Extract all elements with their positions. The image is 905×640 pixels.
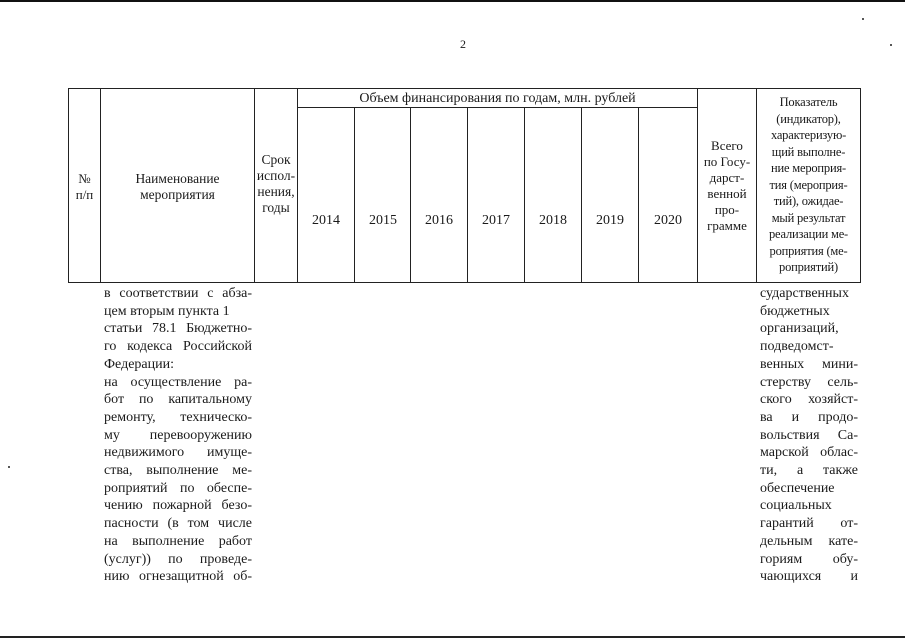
indicator-line: дельным кате- [760,533,858,549]
bottom-scan-edge [0,636,905,638]
measure-line: в соответствии с абза- [104,286,252,301]
year-2016: 2016 [425,213,453,228]
scan-speck [862,18,864,20]
indicator-line: ва и продо- [760,409,858,425]
indicator-line: организаций, [760,321,839,337]
year-2019: 2019 [596,213,624,228]
measure-line: нию огнезащитной об- [104,569,252,585]
financing-subheader-border [297,107,697,108]
scan-speck [890,44,892,46]
header-top-border [68,88,861,89]
col-border [354,107,355,283]
col-border [524,107,525,283]
indicator-line: сударственных [760,286,849,301]
measure-line: статьи 78.1 Бюджетно- [104,321,252,337]
indicator-line: бюджетных [760,303,830,319]
col-header-total: Всего по Госу- дарст- венной про- грамме [703,138,751,233]
year-2020: 2020 [654,213,682,228]
measure-line: Федерации: [104,356,175,372]
indicator-line: гориям обу- [760,551,858,567]
measure-line: ремонту, техническо- [104,409,252,425]
col-header-name: Наименование мероприятия [135,171,220,202]
col-header-indicator: Показатель (индикатор), характеризую- щий выполне- ние мероприя- тия (мероприя- тий), ожидае- мый результат реализации ме- роприятия (ме- роприятий) [768,95,849,274]
year-2014: 2014 [312,213,340,228]
col-header-number: № п/п [75,171,94,202]
col-border [467,107,468,283]
measure-line: ства, выполнение ме- [104,463,252,479]
measure-line: пасности (в том числе [104,516,252,532]
financing-title: Объем финансирования по годам, млн. рублей [359,91,636,106]
measure-line: чению пожарной безо- [104,498,252,514]
page-number: 2 [460,37,466,51]
indicator-line: стерству сель- [760,374,858,390]
indicator-line: подведомст- [760,339,834,355]
year-2017: 2017 [482,213,510,228]
measure-line: недвижимого имуще- [104,445,252,461]
indicator-line: венных мини- [760,356,858,372]
measure-line: го кодекса Российской [104,339,252,355]
indicator-line: гарантий от- [760,516,858,532]
col-border [410,107,411,283]
col-border [581,107,582,283]
measure-line: бот по капитальному [104,392,252,408]
scan-speck [8,466,10,468]
indicator-line: вольствия Са- [760,427,858,443]
indicator-line: обеспечение [760,480,835,496]
top-scan-edge [0,0,905,2]
indicator-line: марской облас- [760,445,858,461]
measure-line: му перевооружению [104,427,252,443]
year-2018: 2018 [539,213,567,228]
measure-line: на выполнение работ [104,533,252,549]
indicator-line: ского хозяйст- [760,392,858,408]
measure-line: цем вторым пункта 1 [104,303,230,319]
indicator-line: социальных [760,498,832,514]
header-bottom-border [68,282,861,283]
indicator-line: чающихся и [760,569,858,585]
col-header-term: Срок испол- нения, годы [256,152,296,215]
measure-line: (услуг)) по проведе- [104,551,252,567]
col-border [297,88,298,283]
col-border [638,107,639,283]
measure-line: роприятий по обеспе- [104,480,252,496]
indicator-line: ти, а также [760,463,858,479]
measure-name-text [104,285,252,586]
measure-line: на осуществление ра- [104,374,252,390]
year-2015: 2015 [369,213,397,228]
col-border [860,88,861,283]
indicator-text [760,285,858,586]
